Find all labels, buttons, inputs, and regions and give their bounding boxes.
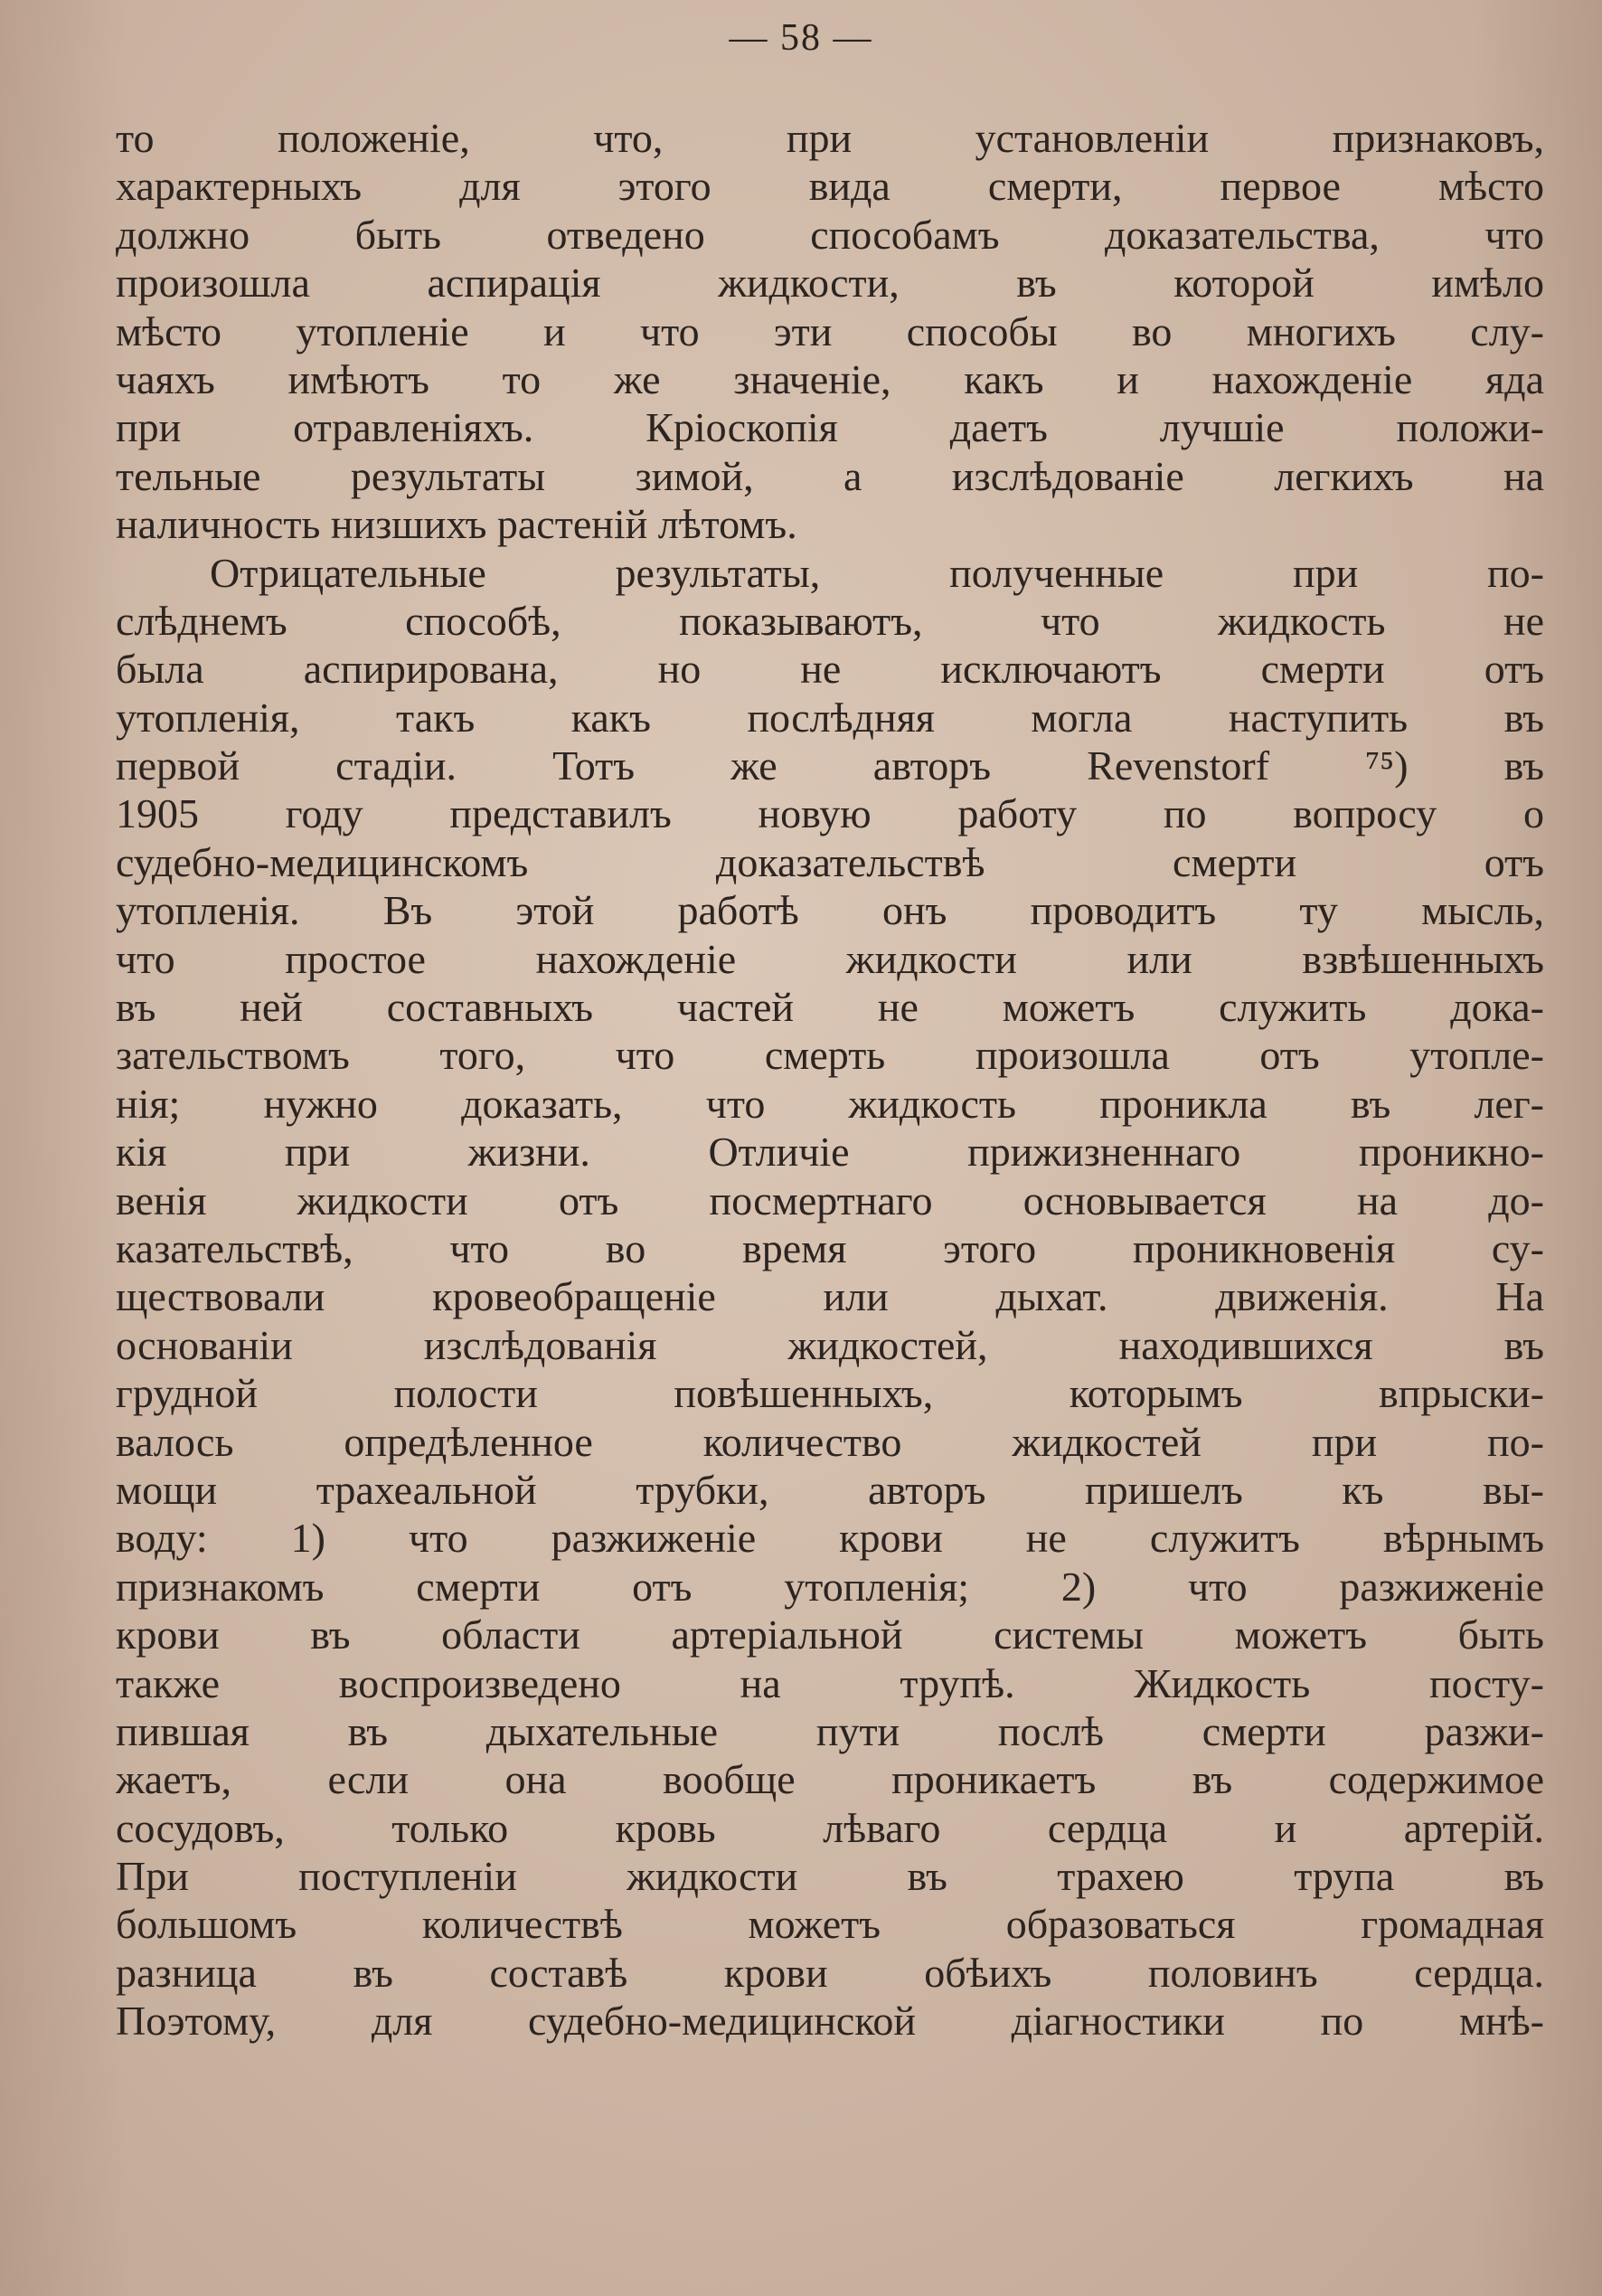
text-line: въ ней составныхъ частей не можетъ служить дока-	[116, 984, 1544, 1031]
text-line: наличность низшихъ растеній лѣтомъ.	[116, 501, 797, 548]
text-line: воду: 1) что разжиженіе крови не служитъ вѣрнымъ	[116, 1515, 1544, 1562]
text-line: Отрицательные результаты, полученные при по-	[210, 549, 1544, 596]
text-line: мощи трахеальной трубки, авторъ пришелъ къ вы-	[116, 1466, 1544, 1513]
text-line: первой стадіи. Тотъ же авторъ Revenstorf ⁷⁵) въ	[116, 742, 1544, 789]
text-line: При поступленіи жидкости въ трахею трупа въ	[116, 1853, 1544, 1900]
text-line: судебно-медицинскомъ доказательствѣ смерти отъ	[116, 838, 1544, 885]
paragraph-1	[116, 114, 1544, 549]
text-line: ществовали кровеобращеніе или дыхат. движенія. На	[116, 1273, 1544, 1320]
text-line: казательствѣ, что во время этого проникновенія су-	[116, 1224, 1544, 1271]
text-line: произошла аспирація жидкости, въ которой имѣло	[116, 260, 1544, 307]
text-line: пившая въ дыхательные пути послѣ смерти разжи-	[116, 1707, 1544, 1754]
text-line: чаяхъ имѣютъ то же значеніе, какъ и нахожденіе яда	[116, 355, 1544, 402]
page-number: — 58 —	[729, 17, 873, 59]
text-line: 1905 году представилъ новую работу по вопросу о	[116, 790, 1544, 837]
text-line: большомъ количествѣ можетъ образоваться громадная	[116, 1901, 1544, 1948]
text-line: при отравленіяхъ. Кріоскопія даетъ лучшіе положи-	[116, 404, 1544, 451]
text-line: также воспроизведено на трупѣ. Жидкость посту-	[116, 1659, 1544, 1706]
text-line: должно быть отведено способамъ доказательства, что	[116, 211, 1544, 258]
text-line: венія жидкости отъ посмертнаго основывается на до-	[116, 1176, 1544, 1224]
text-line: слѣднемъ способѣ, показываютъ, что жидкость не	[116, 597, 1544, 644]
text-line: мѣсто утопленіе и что эти способы во многихъ слу-	[116, 307, 1544, 354]
text-line: тельные результаты зимой, а изслѣдованіе легкихъ на	[116, 452, 1544, 499]
text-line: характерныхъ для этого вида смерти, первое мѣсто	[116, 163, 1544, 210]
text-line: то положеніе, что, при установленіи признаковъ,	[116, 115, 1544, 161]
text-line: жаетъ, если она вообще проникаетъ въ содержимое	[116, 1756, 1544, 1803]
text-line: утопленія, такъ какъ послѣдняя могла наступить въ	[116, 694, 1544, 741]
text-line: кія при жизни. Отличіе прижизненнаго проникно-	[116, 1129, 1544, 1176]
text-line: основаніи изслѣдованія жидкостей, находившихся въ	[116, 1321, 1544, 1368]
text-line: зательствомъ того, что смерть произошла отъ утопле-	[116, 1032, 1544, 1079]
text-line: была аспирирована, но не исключаютъ смерти отъ	[116, 646, 1544, 693]
text-line: что простое нахожденіе жидкости или взвѣшенныхъ	[116, 935, 1544, 982]
text-line: валось опредѣленное количество жидкостей при по-	[116, 1418, 1544, 1465]
text-line: разница въ составѣ крови обѣихъ половинъ сердца.	[116, 1949, 1544, 1996]
text-line: утопленія. Въ этой работѣ онъ проводитъ ту мысль,	[116, 887, 1544, 934]
text-line: нія; нужно доказать, что жидкость проникла въ лег-	[116, 1080, 1544, 1127]
text-line: крови въ области артеріальной системы можетъ быть	[116, 1611, 1544, 1658]
text-line: сосудовъ, только кровь лѣваго сердца и артерій.	[116, 1804, 1544, 1851]
body-text	[116, 114, 1544, 2046]
paragraph-2	[116, 549, 1544, 2046]
text-line: грудной полости повѣшенныхъ, которымъ впрыски-	[116, 1370, 1544, 1417]
text-line: Поэтому, для судебно-медицинской діагностики по мнѣ-	[116, 1998, 1544, 2045]
text-line: признакомъ смерти отъ утопленія; 2) что разжиженіе	[116, 1563, 1544, 1610]
